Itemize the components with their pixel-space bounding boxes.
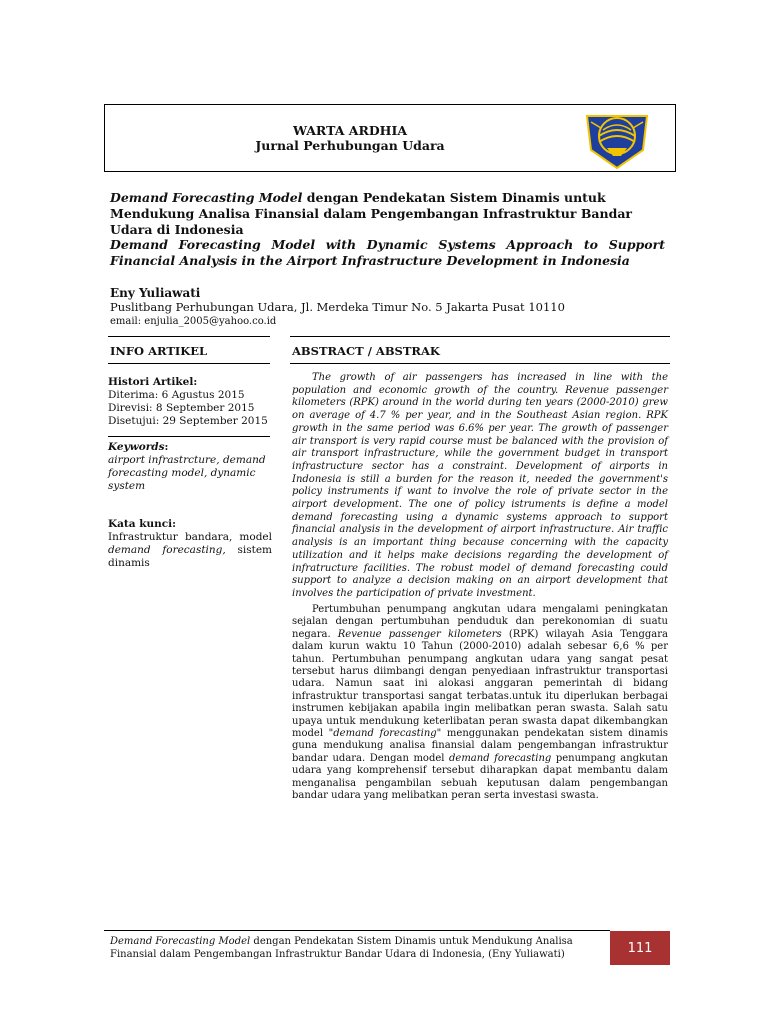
author-name: Eny Yuliawati (110, 286, 201, 300)
divider (108, 336, 270, 337)
journal-title-block (105, 123, 595, 153)
revised-date: Direvisi: 8 September 2015 (108, 402, 255, 414)
divider (108, 363, 270, 364)
divider (290, 336, 670, 337)
info-heading: INFO ARTIKEL (110, 344, 208, 358)
abstract-english: The growth of air passengers has increased in line with the population and economic growth of the country. Revenue passenger kilometers (RPK) around in the world during ten years (2000-2010) grew on average of 4.7 % per year, and in the Southeast Asian region. RPK growth in the same period was 6.6% per year. The growth of passenger air transport is very rapid course must be balanced with the provision of air transport infrastructure, while the government budget in transport infrastructure sector has a constraint. Development of airports in Indonesia is still a burden for the reason it, needed the government's policy instruments if want to involve the role of private sector in the airport development. The one of policy istruments is define a model demand forecasting using a dynamic systems approach to support financial analysis in the development of airport infrastructure. Air traffic analysis is an important thing because concerning with the capacity utilization and it helps make decisions regarding the development of infratructure facilities. The robust model of demand forecasting could support to analyze a decision making on an airport development that involves the participation of private investment. (292, 372, 668, 599)
journal-subtitle: Jurnal Perhubungan Udara (255, 138, 445, 153)
abstract-indonesian: Pertumbuhan penumpang angkutan udara mengalami peningkatan sejalan dengan pertumbuhan penduduk dan perekonomian di suatu negara. Revenue passenger kilometers (RPK) wilayah Asia Tenggara dalam kurun waktu 10 Tahun (2000-2010) adalah sebesar 6,6 % per tahun. Pertumbuhan penumpang angkutan udara yang sangat pesat tersebut harus diimbangi dengan penyediaan infrastruktur transportasi udara. Namun saat ini alokasi anggaran pemerintah di bidang infrastruktur transportasi sangat terbatas.untuk itu diperlukan berbagai instrumen kebijakan apabila ingin melibatkan peran swasta. Salah satu upaya untuk mendukung keterlibatan peran swasta dapat dikembangkan model "demand forecasting" menggunakan pendekatan sistem dinamis guna mendukung analisa finansial dalam pengembangan infrastruktur bandar udara. Dengan model demand forecasting penumpang angkutan udara yang komprehensif tersebut diharapkan dapat membantu dalam menganalisa pengambilan sebuah keputusan dalam pengembangan bandar udara yang melibatkan peran serta investasi swasta. (292, 604, 669, 802)
keywords-block (108, 441, 268, 493)
article-history (108, 376, 278, 428)
kata-kunci-label: Kata kunci: (108, 518, 177, 530)
page-number: 111 (610, 931, 670, 965)
paper-title-english: Demand Forecasting Model with Dynamic Systems Approach to Support Financial Analysis in the Airport Infrastructure Development in Indonesia (110, 237, 665, 268)
history-label: Histori Artikel: (108, 376, 198, 388)
paper-title-indonesian: Demand Forecasting Model dengan Pendekatan Sistem Dinamis untuk Mendukung Analisa Finansial dalam Pengembangan Infrastruktur Bandar Udara di Indonesia (110, 190, 633, 237)
divider (108, 436, 270, 437)
footer-citation: Demand Forecasting Model dengan Pendekatan Sistem Dinamis untuk Mendukung Analisa Finansial dalam Pengembangan Infrastruktur Bandar Udara di Indonesia, (Eny Yuliawati) (110, 936, 573, 960)
approved-date: Disetujui: 29 September 2015 (108, 415, 268, 427)
received-date: Diterima: 6 Agustus 2015 (108, 389, 245, 401)
author-email: email: enjulia_2005@yahoo.co.id (110, 316, 277, 327)
footer-divider (104, 930, 610, 931)
keywords-label: Keywords: (108, 441, 169, 453)
kata-kunci-text: Infrastruktur bandara, model demand forecasting, sistem dinamis (108, 531, 272, 569)
abstract-heading: ABSTRACT / ABSTRAK (292, 344, 440, 358)
journal-header (104, 104, 676, 172)
kata-kunci-block (108, 518, 272, 570)
author-affiliation: Puslitbang Perhubungan Udara, Jl. Merdeka Timur No. 5 Jakarta Pusat 10110 (110, 300, 565, 314)
ministry-logo (581, 110, 653, 170)
keywords-text: airport infrastrcture, demand forecasting model, dynamic system (108, 454, 266, 492)
divider (290, 363, 670, 364)
journal-name: WARTA ARDHIA (292, 123, 408, 138)
